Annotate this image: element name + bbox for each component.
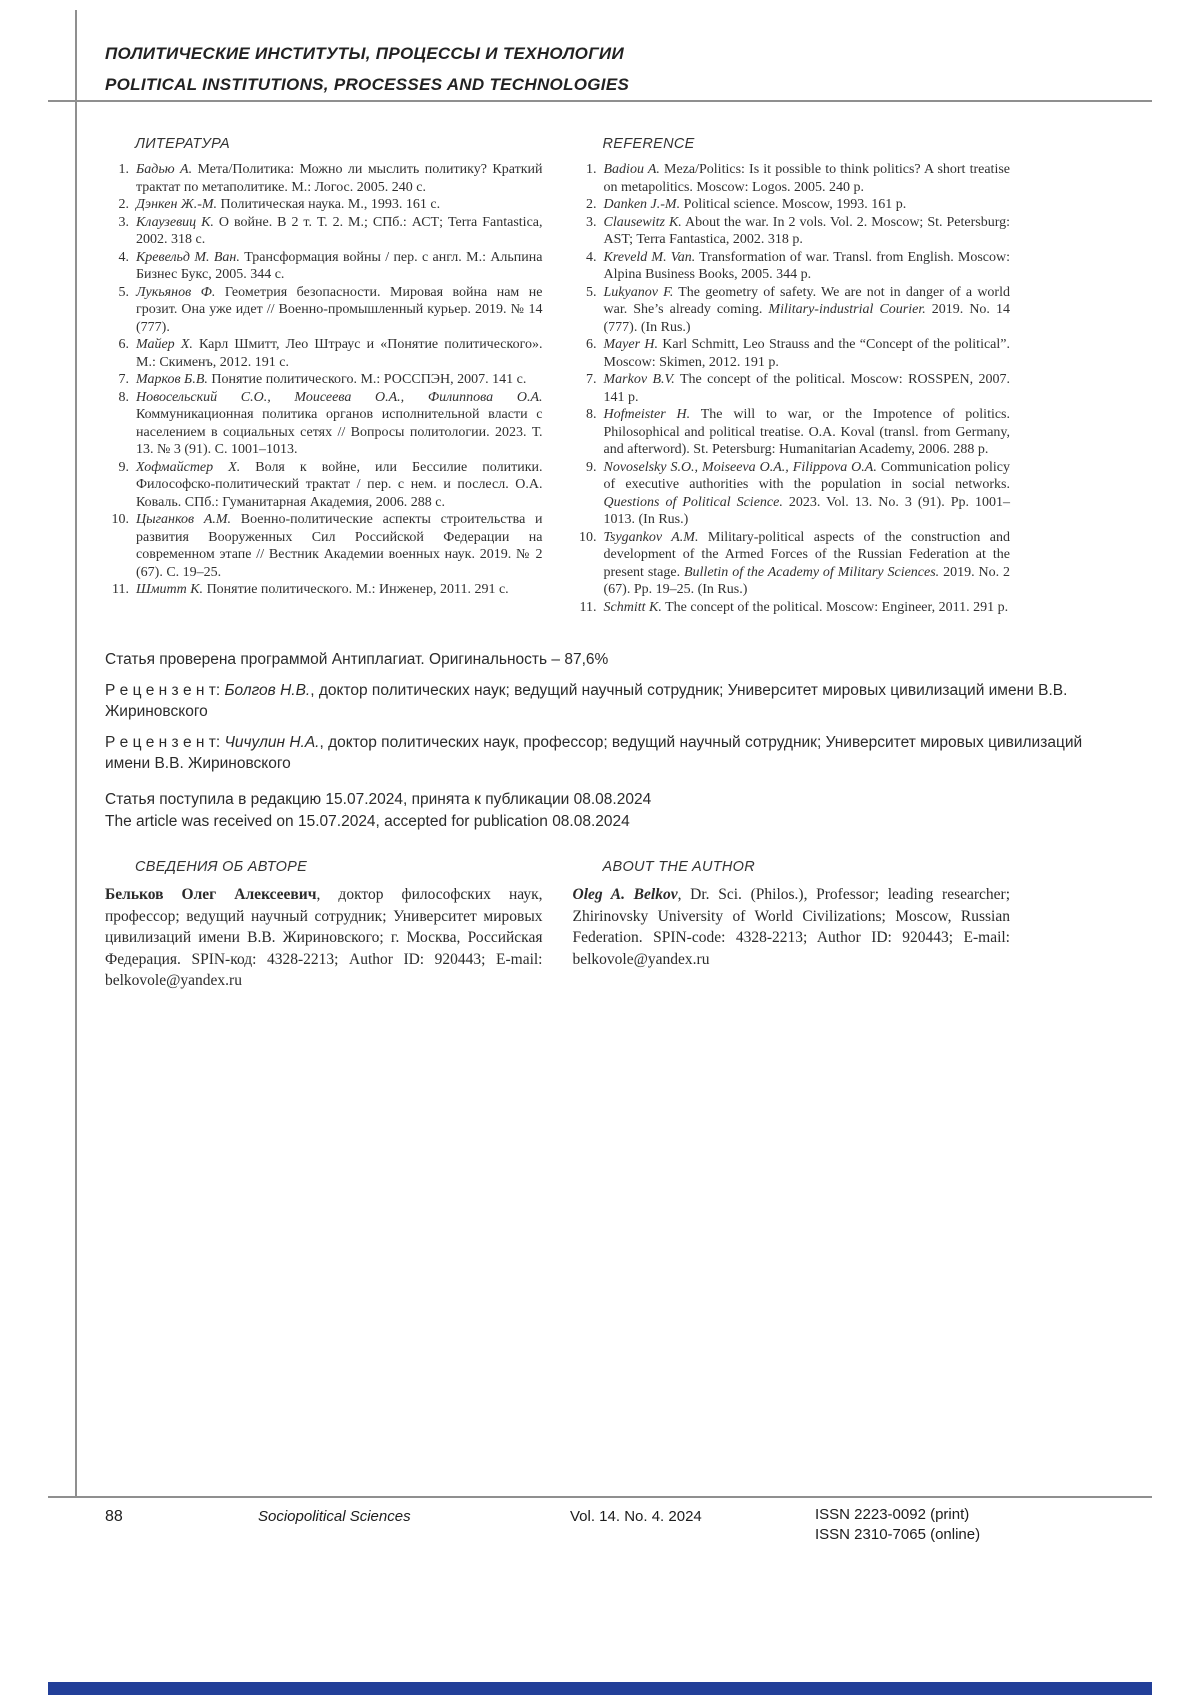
reference-number: 8. bbox=[118, 389, 129, 405]
reference-item bbox=[573, 161, 1011, 196]
reference-text: Mayer H. Karl Schmitt, Leo Strauss and the “Concept of the political”. Moscow: Skimen, 2012. 191 p. bbox=[603, 337, 1010, 370]
received-date-en: The article was received on 15.07.2024, accepted for publication 08.08.2024 bbox=[105, 813, 630, 830]
reference-number: 4. bbox=[118, 249, 129, 265]
about-author-columns bbox=[105, 859, 1010, 992]
reference-text: Markov B.V. The concept of the political. Moscow: ROSSPEN, 2007. 141 p. bbox=[603, 372, 1011, 405]
reviewer-note-1: Р е ц е н з е н т: Болгов Н.В., доктор политических наук; ведущий научный сотрудник; Университет мировых цивилизаций имени В.В. Жириновского bbox=[105, 682, 1068, 720]
about-author-section-ru bbox=[105, 859, 543, 992]
reference-text: Клаузевиц К. О войне. В 2 т. Т. 2. М.; СПб.: АСТ; Terra Fantastica, 2002. 318 с. bbox=[136, 214, 543, 247]
reference-item bbox=[573, 371, 1011, 406]
reference-number: 3. bbox=[118, 214, 129, 230]
reference-text: Lukyanov F. The geometry of safety. We are not in danger of a world war. She’s already coming. Military-industrial Courier. 2019. No. 14 (777). (In Rus.) bbox=[603, 284, 1010, 335]
reference-text: Майер Х. Карл Шмитт, Лео Штраус и «Понятие политического». М.: Скименъ, 2012. 191 с. bbox=[136, 337, 543, 370]
reference-text: Badiou A. Meza/Politics: Is it possible to think politics? A short treatise on metapolitics. Moscow: Logos. 2005. 240 p. bbox=[603, 162, 1010, 195]
reference-item bbox=[105, 161, 543, 196]
antiplagiat-note: Статья проверена программой Антиплагиат. Оригинальность – 87,6% bbox=[105, 651, 609, 668]
reference-text: Цыганков А.М. Военно-политические аспекты строительства и развития Вооруженных Сил Российской Федерации на современном этапе // Вестник Академии военных наук. 2019. № 2 (67). С. 19–25. bbox=[136, 512, 543, 580]
reference-number: 10. bbox=[579, 529, 597, 545]
reference-item bbox=[573, 284, 1011, 337]
reference-number: 2. bbox=[586, 197, 597, 212]
reference-text: Марков Б.В. Понятие политического. М.: РОССПЭН, 2007. 141 с. bbox=[136, 372, 527, 387]
reference-text: Хофмайстер Х. Воля к войне, или Бессилие политики. Философско-политический трактат / пер. с нем. и послесл. О.А. Коваль. СПб.: Гуманитарная Академия, 2006. 288 с. bbox=[136, 459, 543, 510]
author-info-ru: Бельков Олег Алексеевич, доктор философских наук, профессор; ведущий научный сотрудник; Университет мировых цивилизаций имени В.В. Жириновского; г. Москва, Российская Федерация. SPIN-код: 4328-2213; Author ID: 920443; E-mail: belkovole@yandex.ru bbox=[105, 886, 543, 989]
reference-text: Дэнкен Ж.-М. Политическая наука. М., 1993. 161 с. bbox=[136, 197, 441, 212]
reviewer-note-2: Р е ц е н з е н т: Чичулин Н.А., доктор политических наук, профессор; ведущий научный сотрудник; Университет мировых цивилизаций имени В.В. Жириновского bbox=[105, 734, 1083, 772]
reference-number: 2. bbox=[118, 197, 129, 212]
reference-item bbox=[105, 459, 543, 512]
reference-text: Clausewitz K. About the war. In 2 vols. Vol. 2. Moscow; St. Petersburg: AST; Terra Fantastica, 2002. 318 p. bbox=[603, 214, 1010, 247]
received-date-ru: Статья поступила в редакцию 15.07.2024, принята к публикации 08.08.2024 bbox=[105, 791, 652, 808]
reference-text: Schmitt K. The concept of the political. Moscow: Engineer, 2011. 291 p. bbox=[603, 599, 1009, 615]
reference-number: 6. bbox=[118, 337, 129, 352]
reference-text: Kreveld M. Van. Transformation of war. Transl. from English. Moscow: Alpina Business Books, 2005. 344 p. bbox=[603, 249, 1010, 282]
reference-text: Новосельский С.О., Моисеева О.А., Филиппова О.А. Коммуникационная политика органов исполнительной власти с населением в социальных сетях // Вопросы политологии. 2023. Т. 13. № 3 (91). С. 1001–1013. bbox=[136, 389, 543, 457]
reference-number: 11. bbox=[112, 582, 129, 597]
references-columns bbox=[105, 136, 1010, 616]
reference-number: 6. bbox=[586, 337, 597, 352]
reference-number: 11. bbox=[579, 599, 597, 615]
reference-text: Tsygankov A.M. Military-political aspects of the construction and development of the Armed Forces of the Russian Federation at the present stage. Bulletin of the Academy of Military Sciences. 2019. No. 2 (67). Pp. 19–25. (In Rus.) bbox=[603, 529, 1010, 597]
reference-item bbox=[105, 389, 543, 459]
reference-number: 4. bbox=[586, 249, 597, 265]
footer-rule bbox=[48, 1496, 1152, 1498]
literature-list bbox=[105, 161, 543, 599]
reference-number: 7. bbox=[586, 372, 597, 387]
reference-item bbox=[105, 214, 543, 249]
footer-issn-online: ISSN 2310-7065 (online) bbox=[815, 1526, 981, 1543]
footer-page-number: 88 bbox=[105, 1508, 123, 1525]
reference-item bbox=[105, 581, 543, 599]
reference-item bbox=[573, 336, 1011, 371]
reference-number: 9. bbox=[586, 459, 597, 475]
reference-number: 8. bbox=[586, 407, 597, 422]
reference-item bbox=[573, 529, 1011, 599]
reference-item bbox=[573, 214, 1011, 249]
reference-text: Лукьянов Ф. Геометрия безопасности. Мировая война нам не грозит. Она уже идет // Военно-промышленный курьер. 2019. № 14 (777). bbox=[136, 284, 543, 335]
about-author-heading-en: ABOUT THE AUTHOR bbox=[602, 859, 755, 875]
reference-item bbox=[573, 599, 1011, 617]
reference-section bbox=[573, 136, 1011, 616]
reference-list bbox=[573, 161, 1011, 616]
about-author-heading-ru: СВЕДЕНИЯ ОБ АВТОРЕ bbox=[135, 859, 308, 875]
received-dates bbox=[105, 789, 1095, 833]
reference-item bbox=[105, 196, 543, 214]
literature-section bbox=[105, 136, 543, 616]
article-meta bbox=[105, 649, 1095, 833]
literature-heading: ЛИТЕРАТУРА bbox=[135, 136, 230, 152]
reference-text: Кревельд М. Ван. Трансформация войны / пер. с англ. М.: Альпина Бизнес Букс, 2005. 344 с. bbox=[136, 249, 543, 282]
reference-text: Novoselsky S.O., Moiseeva O.A., Filippova O.A. Communication policy of executive authorities with the population in social networks. Questions of Political Science. 2023. Vol. 13. No. 3 (91). Pp. 1001–1013. (In Rus.) bbox=[603, 459, 1010, 527]
reference-item bbox=[105, 511, 543, 581]
reference-number: 10. bbox=[111, 512, 129, 527]
reference-item bbox=[573, 196, 1011, 214]
running-head bbox=[105, 38, 1095, 100]
reference-item bbox=[105, 371, 543, 389]
footer-bar bbox=[48, 1682, 1152, 1695]
reference-item bbox=[573, 249, 1011, 284]
reference-item bbox=[105, 336, 543, 371]
reference-item bbox=[105, 249, 543, 284]
reference-item bbox=[573, 459, 1011, 529]
footer-volume-info: Vol. 14. No. 4. 2024 bbox=[570, 1508, 702, 1525]
reference-heading: REFERENCE bbox=[602, 136, 695, 152]
about-author-section-en bbox=[573, 859, 1011, 992]
reference-text: Danken J.-M. Political science. Moscow, 1993. 161 p. bbox=[603, 197, 907, 212]
reference-number: 1. bbox=[586, 162, 597, 177]
reference-number: 5. bbox=[586, 284, 597, 300]
footer-journal-title: Sociopolitical Sciences bbox=[258, 1508, 411, 1525]
reference-text: Бадью А. Мета/Политика: Можно ли мыслить политику? Краткий трактат по метаполитике. М.: Логос. 2005. 240 с. bbox=[136, 162, 543, 195]
running-title-en: POLITICAL INSTITUTIONS, PROCESSES AND TECHNOLOGIES bbox=[105, 75, 630, 94]
footer-issn-block bbox=[815, 1505, 980, 1545]
author-info-en: Oleg A. Belkov, Dr. Sci. (Philos.), Professor; leading researcher; Zhirinovsky University of World Civilizations; Moscow, Russian Federation. SPIN-code: 4328-2213; Author ID: 920443; E-mail: belkovole@yandex.ru bbox=[572, 886, 1011, 968]
reference-item bbox=[105, 284, 543, 337]
running-title-ru: ПОЛИТИЧЕСКИЕ ИНСТИТУТЫ, ПРОЦЕССЫ И ТЕХНОЛОГИИ bbox=[105, 44, 624, 63]
reference-item bbox=[573, 406, 1011, 459]
reference-number: 9. bbox=[118, 459, 129, 475]
footer-issn-print: ISSN 2223-0092 (print) bbox=[815, 1506, 970, 1523]
reference-text: Hofmeister H. The will to war, or the Impotence of politics. Philosophical and political treatise. O.A. Koval (transl. from Germany, and afterword). St. Petersburg: Humanitarian Academy, 2006. 288 p. bbox=[603, 407, 1011, 457]
reference-number: 5. bbox=[118, 284, 129, 300]
reference-number: 1. bbox=[118, 162, 129, 177]
reference-number: 3. bbox=[586, 214, 597, 230]
reference-text: Шмитт К. Понятие политического. М.: Инженер, 2011. 291 с. bbox=[136, 582, 509, 597]
reference-number: 7. bbox=[118, 372, 129, 387]
